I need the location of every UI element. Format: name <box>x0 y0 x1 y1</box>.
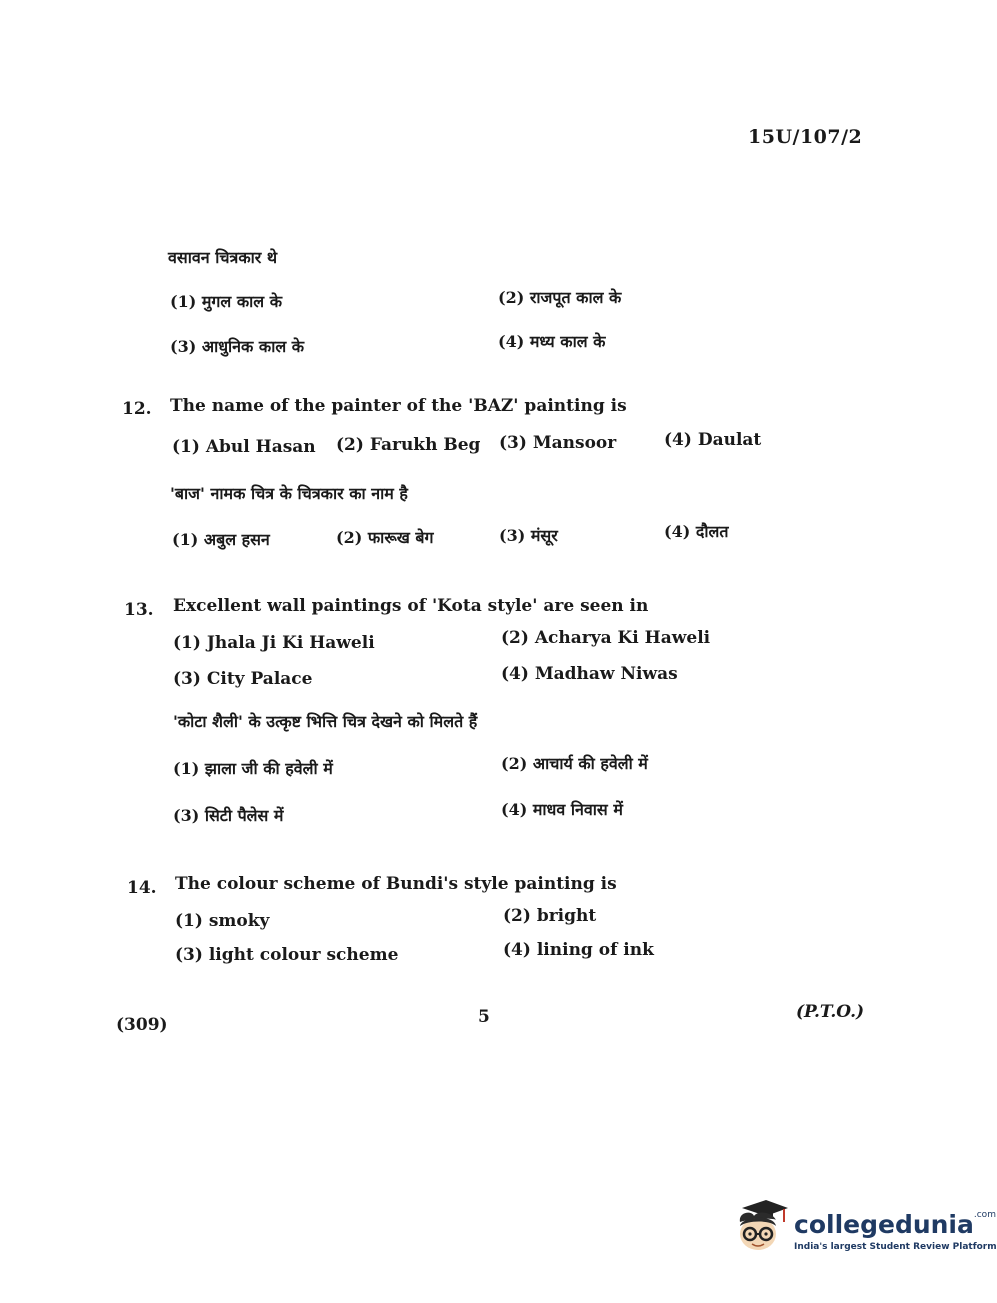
q12-option-1-hindi: (1) अबुल हसन <box>172 530 270 549</box>
q14-option-1: (1) smoky <box>175 911 270 931</box>
q12-stem-hindi: 'बाज' नामक चित्र के चित्रकार का नाम है <box>170 484 408 503</box>
paper-code: 15U/107/2 <box>748 126 863 148</box>
q11-option-3-hindi: (3) आधुनिक काल के <box>170 337 305 356</box>
page-number: 5 <box>478 1007 490 1027</box>
q12-option-1: (1) Abul Hasan <box>172 437 316 457</box>
q13-stem: Excellent wall paintings of 'Kota style' are seen in <box>173 596 649 616</box>
q13-option-2-hindi: (2) आचार्य की हवेली में <box>501 754 648 773</box>
q12-option-2: (2) Farukh Beg <box>336 435 481 455</box>
footer-code: (309) <box>116 1015 168 1035</box>
q12-option-3-hindi: (3) मंसूर <box>499 526 558 545</box>
q14-option-3: (3) light colour scheme <box>175 945 399 965</box>
q12-option-4-hindi: (4) दौलत <box>664 522 729 541</box>
q13-option-2: (2) Acharya Ki Haweli <box>501 628 711 648</box>
q12-number: 12. <box>122 399 152 419</box>
q13-option-3-hindi: (3) सिटी पैलेस में <box>173 806 284 825</box>
q12-stem: The name of the painter of the 'BAZ' painting is <box>170 396 627 416</box>
q14-option-2: (2) bright <box>503 906 597 926</box>
brand-tagline: India's largest Student Review Platform <box>794 1242 997 1252</box>
q14-stem: The colour scheme of Bundi's style painting is <box>175 874 617 894</box>
q14-number: 14. <box>127 878 157 898</box>
q11-option-4-hindi: (4) मध्य काल के <box>498 332 606 351</box>
q13-option-3: (3) City Palace <box>173 669 313 689</box>
brand-suffix: .com <box>973 1210 996 1220</box>
q12-option-3: (3) Mansoor <box>499 433 617 453</box>
q13-number: 13. <box>124 600 154 620</box>
q11-option-2-hindi: (2) राजपूत काल के <box>498 288 622 307</box>
q13-option-4-hindi: (4) माधव निवास में <box>501 800 623 819</box>
collegedunia-watermark <box>732 1196 997 1262</box>
q13-stem-hindi: 'कोटा शैली' के उत्कृष्ट भित्ति चित्र देखने को मिलते हैं <box>173 712 478 731</box>
q11-stem-hindi: वसावन चित्रकार थे <box>168 248 278 267</box>
pto-label: (P.T.O.) <box>796 1002 865 1022</box>
q14-option-4: (4) lining of ink <box>503 940 654 960</box>
q13-option-4: (4) Madhaw Niwas <box>501 664 678 684</box>
brand-text: collegedunia <box>794 1210 974 1239</box>
q12-option-2-hindi: (2) फारूख बेग <box>336 528 434 547</box>
q13-option-1-hindi: (1) झाला जी की हवेली में <box>173 759 333 778</box>
q13-option-1: (1) Jhala Ji Ki Haweli <box>173 633 375 653</box>
q12-option-4: (4) Daulat <box>664 430 762 450</box>
mascot-icon <box>732 1196 792 1258</box>
brand-name <box>794 1210 996 1239</box>
q11-option-1-hindi: (1) मुगल काल के <box>170 292 282 311</box>
